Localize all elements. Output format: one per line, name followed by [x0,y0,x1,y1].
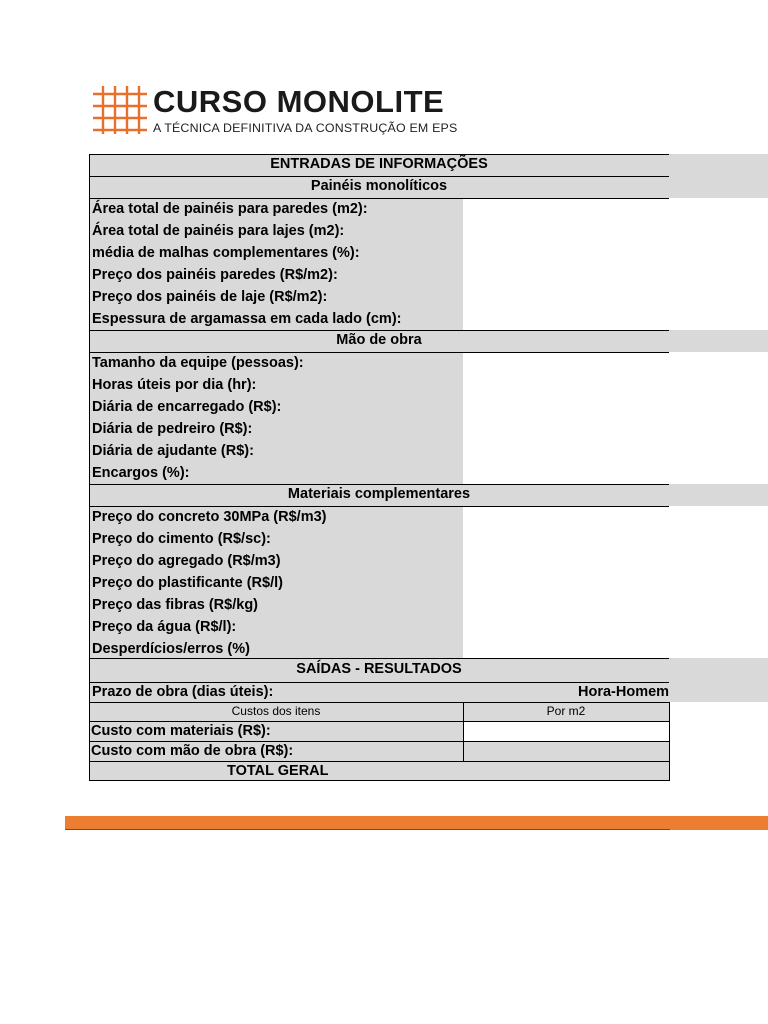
field-label: Área total de painéis para lajes (m2): [89,220,463,242]
grid-line [89,330,669,331]
logo-title-curso: CURSO [153,84,277,119]
section-header-paineis [89,176,768,198]
grid-line [669,702,670,781]
input-cells-materiais[interactable] [463,506,669,658]
field-label: Preço das fibras (R$/kg) [89,594,463,616]
grid-line [89,506,669,507]
per-m2-header: Por m2 [546,704,586,718]
materials-cost-value[interactable] [463,721,669,741]
grid-line [89,484,669,485]
grid-logo-icon [93,86,147,134]
grid-line [89,352,669,353]
grey-filler [669,484,768,506]
outputs-title: SAÍDAS - RESULTADOS [296,661,462,677]
section-title-paineis: Painéis monolíticos [310,178,448,194]
grey-filler [669,658,768,682]
field-label: Desperdícios/erros (%) [89,638,463,658]
section-header-materiais [89,484,768,506]
grid-line [89,702,669,703]
grey-filler [669,682,768,702]
input-cells-mao-de-obra[interactable] [463,352,669,484]
grid-line [89,761,669,762]
labor-cost-row [89,741,669,761]
field-label: Encargos (%): [89,462,463,484]
logo-title [153,84,444,120]
grey-filler [669,330,768,352]
logo-subtitle: A TÉCNICA DEFINITIVA DA CONSTRUÇÃO EM EPS [153,121,458,135]
input-cells-paineis[interactable] [463,198,669,330]
field-label: Preço do plastificante (R$/l) [89,572,463,594]
field-label: média de malhas complementares (%): [89,242,463,264]
grid-line [89,154,669,155]
cost-table-header [89,702,669,721]
section-title-mao-de-obra: Mão de obra [336,332,422,348]
footer-line [65,829,670,830]
grid-line [463,702,464,761]
costs-header: Custos dos itens [231,704,321,718]
field-label: Preço dos painéis de laje (R$/m2): [89,286,463,308]
field-label: Diária de encarregado (R$): [89,396,463,418]
materials-cost-label: Custo com materiais (R$): [89,721,463,741]
field-label: Diária de pedreiro (R$): [89,418,463,440]
field-label: Tamanho da equipe (pessoas): [89,352,463,374]
section-header-mao-de-obra [89,330,768,352]
grid-line [89,741,669,742]
field-label: Área total de painéis para paredes (m2): [89,198,463,220]
outputs-title-row [89,658,768,682]
deadline-row [89,682,669,702]
field-label: Preço da água (R$/l): [89,616,463,638]
inputs-title: ENTRADAS DE INFORMAÇÕES [270,156,488,172]
deadline-label: Prazo de obra (dias úteis): [92,684,274,700]
grey-filler [669,154,768,198]
grid-line [89,658,669,659]
grid-line [89,682,669,683]
footer-orange-bar [65,816,768,830]
field-label: Horas úteis por dia (hr): [89,374,463,396]
logo-title-monolite: MONOLITE [276,84,445,119]
grid-line [89,780,669,781]
materials-cost-row [89,721,669,741]
grid-line [89,176,669,177]
section-title-materiais: Materiais complementares [287,486,471,502]
field-label: Diária de ajudante (R$): [89,440,463,462]
field-label: Preço do cimento (R$/sc): [89,528,463,550]
grid-line [89,721,669,722]
field-label: Preço dos painéis paredes (R$/m2): [89,264,463,286]
labor-cost-value[interactable] [463,741,669,761]
curso-monolite-logo [93,86,493,136]
inputs-title-row [89,154,768,176]
total-row [89,761,669,781]
total-label: TOTAL GERAL [227,763,329,779]
field-label: Preço do concreto 30MPa (R$/m3) [89,506,463,528]
grid-line [89,198,669,199]
field-label: Espessura de argamassa em cada lado (cm): [89,308,463,330]
grid-line [89,154,90,781]
man-hour-label: Hora-Homem [578,684,670,700]
labor-cost-label: Custo com mão de obra (R$): [89,741,463,761]
field-label: Preço do agregado (R$/m3) [89,550,463,572]
